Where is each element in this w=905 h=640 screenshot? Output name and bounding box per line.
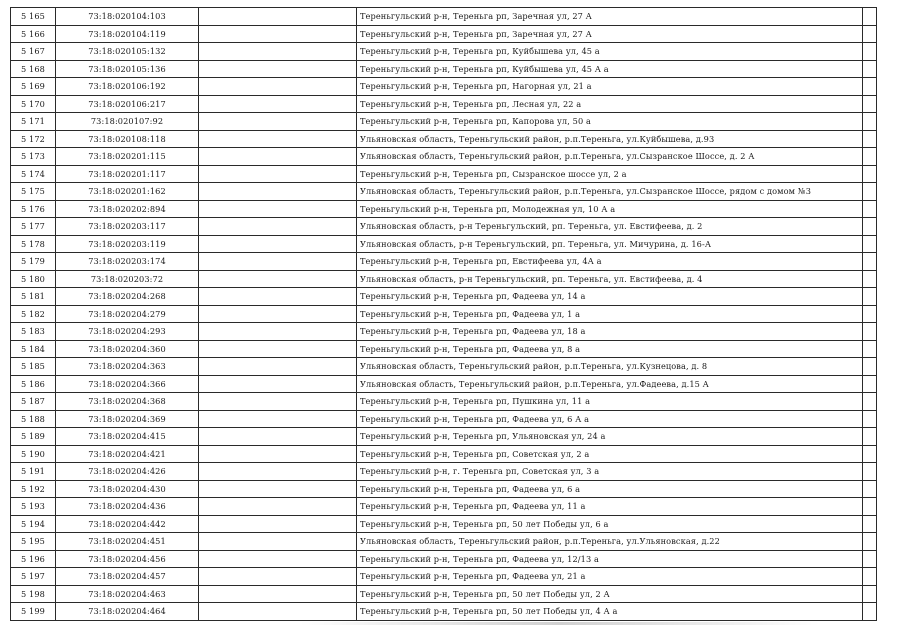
row-number-cell: 5 176 (11, 200, 56, 218)
address-cell: Тереньгульский р-н, Тереньга рп, Куйбышева ул, 45 а (357, 43, 863, 61)
empty-cell (199, 200, 357, 218)
table-row (11, 200, 877, 218)
cadastral-number-cell: 73:18:020204:451 (56, 533, 199, 551)
cadastral-number-cell: 73:18:020204:457 (56, 568, 199, 586)
row-number-cell: 5 172 (11, 130, 56, 148)
address-cell: Тереньгульский р-н, Тереньга рп, Евстифеева ул, 4А а (357, 253, 863, 271)
table-row (11, 533, 877, 551)
row-number-cell: 5 199 (11, 603, 56, 621)
empty-cell (199, 25, 357, 43)
cadastral-registry-table (10, 7, 877, 621)
table-row (11, 235, 877, 253)
cadastral-number-cell: 73:18:020204:366 (56, 375, 199, 393)
address-cell: Тереньгульский р-н, Тереньга рп, Фадеева ул, 18 а (357, 323, 863, 341)
empty-cell (199, 550, 357, 568)
row-number-cell: 5 174 (11, 165, 56, 183)
table-row (11, 480, 877, 498)
address-cell: Тереньгульский р-н, Тереньга рп, Нагорная ул, 21 а (357, 78, 863, 96)
row-number-cell: 5 183 (11, 323, 56, 341)
table-row (11, 270, 877, 288)
empty-cell (199, 463, 357, 481)
table-row (11, 148, 877, 166)
table-row (11, 218, 877, 236)
empty-cell (199, 375, 357, 393)
address-cell: Ульяновская область, Тереньгульский район, р.п.Тереньга, ул.Кузнецова, д. 8 (357, 358, 863, 376)
row-number-cell: 5 177 (11, 218, 56, 236)
row-number-cell: 5 170 (11, 95, 56, 113)
empty-cell (199, 148, 357, 166)
table-row (11, 113, 877, 131)
address-cell: Тереньгульский р-н, Тереньга рп, 50 лет Победы ул, 2 А (357, 585, 863, 603)
cadastral-number-cell: 73:18:020104:119 (56, 25, 199, 43)
table-row (11, 165, 877, 183)
address-cell: Тереньгульский р-н, Тереньга рп, Фадеева ул, 6 а (357, 480, 863, 498)
trailing-empty-cell (863, 358, 877, 376)
cadastral-number-cell: 73:18:020104:103 (56, 8, 199, 26)
trailing-empty-cell (863, 165, 877, 183)
empty-cell (199, 568, 357, 586)
cadastral-number-cell: 73:18:020105:136 (56, 60, 199, 78)
row-number-cell: 5 179 (11, 253, 56, 271)
table-row (11, 498, 877, 516)
table-row (11, 78, 877, 96)
cadastral-number-cell: 73:18:020204:436 (56, 498, 199, 516)
cadastral-number-cell: 73:18:020108:118 (56, 130, 199, 148)
row-number-cell: 5 198 (11, 585, 56, 603)
cadastral-number-cell: 73:18:020203:72 (56, 270, 199, 288)
address-cell: Тереньгульский р-н, Тереньга рп, Капорова ул, 50 а (357, 113, 863, 131)
row-number-cell: 5 186 (11, 375, 56, 393)
table-row (11, 410, 877, 428)
address-cell: Ульяновская область, Тереньгульский район, р.п.Тереньга, ул.Сызранское Шоссе, рядом с домом №3 (357, 183, 863, 201)
trailing-empty-cell (863, 148, 877, 166)
row-number-cell: 5 171 (11, 113, 56, 131)
table-row (11, 603, 877, 621)
table-row (11, 253, 877, 271)
trailing-empty-cell (863, 305, 877, 323)
address-cell: Тереньгульский р-н, Тереньга рп, Фадеева ул, 8 а (357, 340, 863, 358)
cadastral-number-cell: 73:18:020202:894 (56, 200, 199, 218)
registry-table-body (11, 8, 877, 621)
address-cell: Ульяновская область, р-н Тереньгульский, рп. Тереньга, ул. Евстифеева, д. 2 (357, 218, 863, 236)
row-number-cell: 5 192 (11, 480, 56, 498)
empty-cell (199, 113, 357, 131)
address-cell: Тереньгульский р-н, Тереньга рп, Молодежная ул, 10 А а (357, 200, 863, 218)
cadastral-number-cell: 73:18:020201:115 (56, 148, 199, 166)
empty-cell (199, 60, 357, 78)
address-cell: Ульяновская область, р-н Тереньгульский, рп. Тереньга, ул. Евстифеева, д. 4 (357, 270, 863, 288)
row-number-cell: 5 166 (11, 25, 56, 43)
table-row (11, 25, 877, 43)
empty-cell (199, 253, 357, 271)
row-number-cell: 5 188 (11, 410, 56, 428)
trailing-empty-cell (863, 183, 877, 201)
trailing-empty-cell (863, 550, 877, 568)
address-cell: Тереньгульский р-н, Тереньга рп, Фадеева ул, 6 А а (357, 410, 863, 428)
trailing-empty-cell (863, 463, 877, 481)
table-row (11, 585, 877, 603)
row-number-cell: 5 191 (11, 463, 56, 481)
empty-cell (199, 8, 357, 26)
trailing-empty-cell (863, 218, 877, 236)
cadastral-number-cell: 73:18:020204:426 (56, 463, 199, 481)
empty-cell (199, 498, 357, 516)
address-cell: Тереньгульский р-н, Тереньга рп, Советская ул, 2 а (357, 445, 863, 463)
address-cell: Тереньгульский р-н, Тереньга рп, Заречная ул, 27 А (357, 25, 863, 43)
cadastral-number-cell: 73:18:020204:464 (56, 603, 199, 621)
empty-cell (199, 428, 357, 446)
trailing-empty-cell (863, 323, 877, 341)
scan-artifact (300, 622, 820, 625)
table-row (11, 95, 877, 113)
address-cell: Тереньгульский р-н, Тереньга рп, 50 лет Победы ул, 6 а (357, 515, 863, 533)
table-row (11, 393, 877, 411)
cadastral-number-cell: 73:18:020204:279 (56, 305, 199, 323)
table-row (11, 568, 877, 586)
address-cell: Ульяновская область, Тереньгульский район, р.п.Тереньга, ул.Куйбышева, д.93 (357, 130, 863, 148)
trailing-empty-cell (863, 585, 877, 603)
cadastral-number-cell: 73:18:020204:463 (56, 585, 199, 603)
address-cell: Ульяновская область, р-н Тереньгульский, рп. Тереньга, ул. Мичурина, д. 16-А (357, 235, 863, 253)
address-cell: Тереньгульский р-н, Тереньга рп, Фадеева ул, 14 а (357, 288, 863, 306)
address-cell: Тереньгульский р-н, Тереньга рп, Фадеева ул, 12/13 а (357, 550, 863, 568)
address-cell: Тереньгульский р-н, Тереньга рп, Куйбышева ул, 45 А а (357, 60, 863, 78)
trailing-empty-cell (863, 8, 877, 26)
empty-cell (199, 410, 357, 428)
table-row (11, 130, 877, 148)
empty-cell (199, 235, 357, 253)
table-row (11, 305, 877, 323)
table-row (11, 515, 877, 533)
cadastral-number-cell: 73:18:020203:119 (56, 235, 199, 253)
row-number-cell: 5 180 (11, 270, 56, 288)
trailing-empty-cell (863, 410, 877, 428)
trailing-empty-cell (863, 445, 877, 463)
row-number-cell: 5 184 (11, 340, 56, 358)
cadastral-number-cell: 73:18:020106:217 (56, 95, 199, 113)
table-row (11, 323, 877, 341)
empty-cell (199, 43, 357, 61)
cadastral-number-cell: 73:18:020201:117 (56, 165, 199, 183)
empty-cell (199, 130, 357, 148)
row-number-cell: 5 194 (11, 515, 56, 533)
empty-cell (199, 288, 357, 306)
address-cell: Тереньгульский р-н, Тереньга рп, Сызранское шоссе ул, 2 а (357, 165, 863, 183)
trailing-empty-cell (863, 78, 877, 96)
cadastral-number-cell: 73:18:020106:192 (56, 78, 199, 96)
empty-cell (199, 95, 357, 113)
table-row (11, 550, 877, 568)
trailing-empty-cell (863, 200, 877, 218)
row-number-cell: 5 165 (11, 8, 56, 26)
table-row (11, 463, 877, 481)
address-cell: Тереньгульский р-н, Тереньга рп, Пушкина ул, 11 а (357, 393, 863, 411)
row-number-cell: 5 175 (11, 183, 56, 201)
trailing-empty-cell (863, 375, 877, 393)
empty-cell (199, 323, 357, 341)
address-cell: Тереньгульский р-н, Тереньга рп, Лесная ул, 22 а (357, 95, 863, 113)
table-row (11, 8, 877, 26)
trailing-empty-cell (863, 43, 877, 61)
row-number-cell: 5 196 (11, 550, 56, 568)
table-row (11, 445, 877, 463)
cadastral-number-cell: 73:18:020204:369 (56, 410, 199, 428)
cadastral-number-cell: 73:18:020204:456 (56, 550, 199, 568)
table-row (11, 340, 877, 358)
cadastral-number-cell: 73:18:020204:293 (56, 323, 199, 341)
trailing-empty-cell (863, 25, 877, 43)
empty-cell (199, 78, 357, 96)
row-number-cell: 5 190 (11, 445, 56, 463)
address-cell: Ульяновская область, Тереньгульский район, р.п.Тереньга, ул.Фадеева, д.15 А (357, 375, 863, 393)
row-number-cell: 5 167 (11, 43, 56, 61)
row-number-cell: 5 185 (11, 358, 56, 376)
trailing-empty-cell (863, 498, 877, 516)
cadastral-number-cell: 73:18:020203:174 (56, 253, 199, 271)
empty-cell (199, 270, 357, 288)
empty-cell (199, 585, 357, 603)
address-cell: Тереньгульский р-н, г. Тереньга рп, Советская ул, 3 а (357, 463, 863, 481)
trailing-empty-cell (863, 253, 877, 271)
trailing-empty-cell (863, 515, 877, 533)
empty-cell (199, 165, 357, 183)
address-cell: Ульяновская область, Тереньгульский район, р.п.Тереньга, ул.Сызранское Шоссе, д. 2 А (357, 148, 863, 166)
table-row (11, 60, 877, 78)
cadastral-number-cell: 73:18:020201:162 (56, 183, 199, 201)
table-row (11, 428, 877, 446)
empty-cell (199, 533, 357, 551)
trailing-empty-cell (863, 603, 877, 621)
address-cell: Тереньгульский р-н, Тереньга рп, Фадеева ул, 11 а (357, 498, 863, 516)
cadastral-number-cell: 73:18:020204:430 (56, 480, 199, 498)
address-cell: Тереньгульский р-н, Тереньга рп, 50 лет Победы ул, 4 А а (357, 603, 863, 621)
table-row (11, 183, 877, 201)
table-row (11, 358, 877, 376)
empty-cell (199, 305, 357, 323)
empty-cell (199, 393, 357, 411)
cadastral-number-cell: 73:18:020204:442 (56, 515, 199, 533)
trailing-empty-cell (863, 393, 877, 411)
cadastral-number-cell: 73:18:020204:360 (56, 340, 199, 358)
row-number-cell: 5 187 (11, 393, 56, 411)
row-number-cell: 5 193 (11, 498, 56, 516)
trailing-empty-cell (863, 95, 877, 113)
trailing-empty-cell (863, 60, 877, 78)
address-cell: Тереньгульский р-н, Тереньга рп, Фадеева ул, 1 а (357, 305, 863, 323)
trailing-empty-cell (863, 288, 877, 306)
table-row (11, 288, 877, 306)
table-row (11, 375, 877, 393)
trailing-empty-cell (863, 113, 877, 131)
trailing-empty-cell (863, 428, 877, 446)
address-cell: Тереньгульский р-н, Тереньга рп, Ульяновская ул, 24 а (357, 428, 863, 446)
cadastral-number-cell: 73:18:020204:368 (56, 393, 199, 411)
row-number-cell: 5 182 (11, 305, 56, 323)
empty-cell (199, 183, 357, 201)
address-cell: Тереньгульский р-н, Тереньга рп, Заречная ул, 27 А (357, 8, 863, 26)
cadastral-number-cell: 73:18:020107:92 (56, 113, 199, 131)
row-number-cell: 5 197 (11, 568, 56, 586)
row-number-cell: 5 168 (11, 60, 56, 78)
trailing-empty-cell (863, 270, 877, 288)
cadastral-number-cell: 73:18:020204:268 (56, 288, 199, 306)
row-number-cell: 5 181 (11, 288, 56, 306)
empty-cell (199, 340, 357, 358)
trailing-empty-cell (863, 568, 877, 586)
row-number-cell: 5 173 (11, 148, 56, 166)
empty-cell (199, 218, 357, 236)
table-row (11, 43, 877, 61)
empty-cell (199, 515, 357, 533)
row-number-cell: 5 189 (11, 428, 56, 446)
row-number-cell: 5 178 (11, 235, 56, 253)
address-cell: Тереньгульский р-н, Тереньга рп, Фадеева ул, 21 а (357, 568, 863, 586)
address-cell: Ульяновская область, Тереньгульский район, р.п.Тереньга, ул.Ульяновская, д.22 (357, 533, 863, 551)
trailing-empty-cell (863, 533, 877, 551)
trailing-empty-cell (863, 130, 877, 148)
empty-cell (199, 358, 357, 376)
cadastral-number-cell: 73:18:020204:415 (56, 428, 199, 446)
empty-cell (199, 445, 357, 463)
empty-cell (199, 603, 357, 621)
empty-cell (199, 480, 357, 498)
trailing-empty-cell (863, 340, 877, 358)
cadastral-number-cell: 73:18:020204:421 (56, 445, 199, 463)
trailing-empty-cell (863, 235, 877, 253)
cadastral-number-cell: 73:18:020105:132 (56, 43, 199, 61)
trailing-empty-cell (863, 480, 877, 498)
row-number-cell: 5 195 (11, 533, 56, 551)
registry-sheet (10, 7, 876, 621)
row-number-cell: 5 169 (11, 78, 56, 96)
cadastral-number-cell: 73:18:020203:117 (56, 218, 199, 236)
cadastral-number-cell: 73:18:020204:363 (56, 358, 199, 376)
